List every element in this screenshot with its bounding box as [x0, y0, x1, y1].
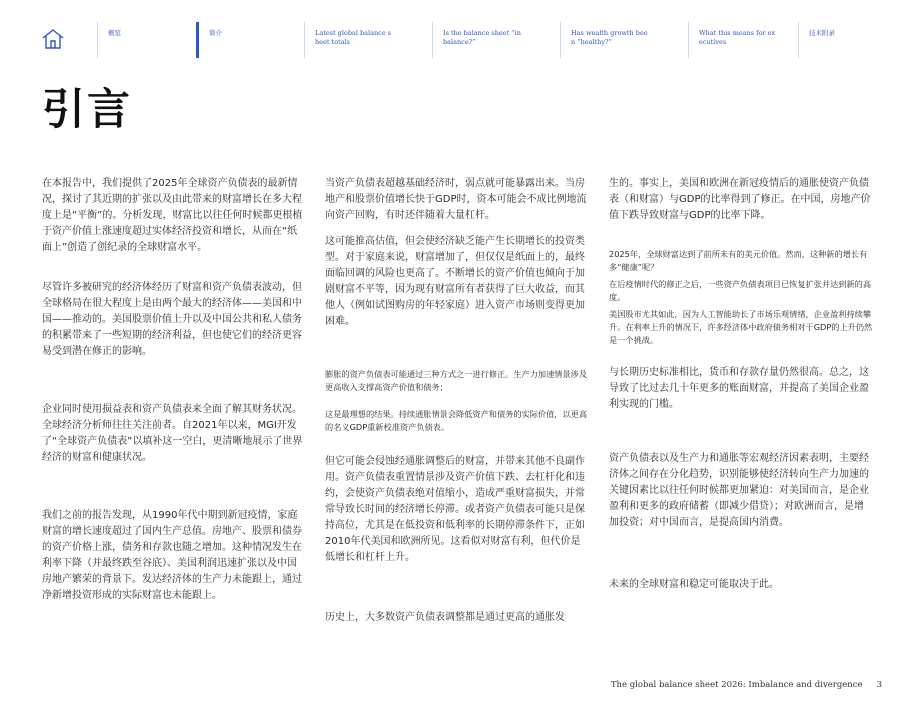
- paragraph: 美国股市尤其如此，因为人工智能助长了市场乐观情绪，企业盈利持续攀升。在利率上升的情况下，许多经济体中政府债务相对于GDP的上升仍然是一个挑战。: [609, 309, 873, 345]
- paragraph: 与长期历史标准相比，货币和存款存量仍然很高。总之，这导致了比过去几十年更多的账面财富，并提高了美国企业盈利实现的门槛。: [609, 367, 869, 410]
- paragraph: 膨胀的资产负债表可能通过三种方式之一进行修正。生产力加速情景涉及更高收入支撑高资产价值和债务；: [325, 369, 588, 392]
- paragraph: 我们之前的报告发现，从1990年代中期到新冠疫情，家庭财富的增长速度超过了国内生产总值。房地产、股票和债券的资产价格上涨，债务和存款也随之增加。这种情况发生在利率下降（并最终跌至谷底）、美国利润迅速扩张以及中国房地产繁荣的背景下。发达经济体的生产力未能跟上，通过净新增投资形成的实际财富也未能跟上。: [42, 510, 302, 601]
- paragraph: 在后疫情时代的修正之后，一些资产负债表项目已恢复扩张并达到新的高度。: [609, 279, 872, 302]
- nav-tab-in-balance[interactable]: [432, 22, 560, 58]
- paragraph: 2025年，全球财富达到了前所未有的美元价值。然而，这种新的增长有多“健康”呢？: [609, 249, 868, 272]
- nav-tab-executives[interactable]: [688, 22, 798, 58]
- paragraph: 在本报告中，我们提供了2025年全球资产负债表的最新情况，探讨了其近期的扩张以及由此带来的财富增长在多大程度上是“平衡”的。分析发现，财富比以往任何时候都更根植于资产价值上涨速度超过实体经济投资和增长，从而在“纸面上”创造了创纪录的全球财富水平。: [42, 178, 303, 253]
- report-title: The global balance sheet 2026: Imbalance and divergence: [610, 680, 863, 690]
- nav-tab-label: Is the balance sheet “in balance?”: [443, 29, 521, 46]
- nav-tab-label: Latest global balance sheet totals: [315, 29, 392, 46]
- top-navigation: [0, 0, 920, 62]
- text-column-3: [609, 176, 873, 593]
- text-column-2: [325, 176, 589, 626]
- paragraph: 历史上，大多数资产负债表调整都是通过更高的通胀发: [325, 612, 565, 623]
- nav-tab-label: 技术附录: [809, 29, 835, 37]
- paragraph: 生的。事实上，美国和欧洲在新冠疫情后的通胀使资产负债表（和财富）与GDP的比率得到了修正。在中国，房地产价值下跌导致财富与GDP的比率下降。: [609, 178, 871, 221]
- paragraph: 未来的全球财富和稳定可能取决于此。: [609, 579, 779, 590]
- nav-tab-label: What this means for executives: [699, 29, 776, 46]
- text-column-1: [42, 176, 306, 604]
- nav-tab-appendix[interactable]: [798, 22, 888, 58]
- paragraph: 但它可能会侵蚀经通胀调整后的财富，并带来其他不良副作用。资产负债表重置情景涉及资产价值下跌、去杠杆化和违约，会使资产负债表绝对值缩小，造成严重财富损失，并常常导致长时间的经济增长停滞。或者资产负债表可能只是保持高位，尤其是在低投资和低利率的长期停滞条件下，正如2010年代美国和欧洲所见。这看似对财富有利，但代价是低增长和杠杆上升。: [325, 456, 585, 563]
- paragraph: 资产负债表以及生产力和通胀等宏观经济因素表明，主要经济体之间存在分化趋势，识别能够使经济转向生产力加速的关键因素比以往任何时候都更加紧迫：对美国而言，是企业盈利和更多的政府储蓄（即减少借贷）；对欧洲而言，是增加投资；对中国而言，是提高国内消费。: [609, 453, 869, 528]
- page-title: 引言: [42, 85, 132, 135]
- paragraph: 这是最理想的结果。持续通胀情景会降低资产和债务的实际价值，以更高的名义GDP重新校准资产负债表。: [325, 409, 588, 432]
- nav-tab-introduction[interactable]: [196, 22, 304, 58]
- paragraph: 企业同时使用损益表和资产负债表来全面了解其财务状况。全球经济分析师往往关注前者。自2021年以来，MGI开发了“全球资产负债表”以填补这一空白，更清晰地展示了世界经济的财富和健康状况。: [42, 404, 303, 463]
- home-icon[interactable]: [40, 27, 66, 51]
- nav-tab-label: 概览: [108, 29, 121, 37]
- nav-tab-label: 简介: [209, 29, 222, 37]
- paragraph: 尽管许多被研究的经济体经历了财富和资产负债表波动，但全球格局在很大程度上是由两个最大的经济体——美国和中国——推动的。美国股票价值上升以及中国公共和私人债务的积累带来了一些短期的经济利益，但也使它们的经济更容易受到潜在修正的影响。: [42, 282, 302, 357]
- nav-tab-overview[interactable]: [97, 22, 197, 58]
- page-footer: [611, 680, 882, 690]
- paragraph: 当资产负债表超越基础经济时，弱点就可能暴露出来。当房地产和股票价值增长快于GDP时，资本可能会不成比例地流向资产回购，有时还伴随着大量杠杆。: [325, 178, 587, 221]
- paragraph: 这可能推高估值，但会使经济缺乏能产生长期增长的投资类型。对于家庭来说，财富增加了，但仅仅是纸面上的，最终面临回调的风险也更高了。不断增长的资产价值也倾向于加剧财富不平等，因为现有财富所有者获得了巨大收益，而其他人（例如试图购房的年轻家庭）进入资产市场则变得更加困难。: [325, 236, 585, 327]
- page-number: 3: [876, 680, 882, 690]
- nav-tab-wealth-healthy[interactable]: [560, 22, 688, 58]
- nav-tab-latest-totals[interactable]: [304, 22, 432, 58]
- nav-tab-label: Has wealth growth been “healthy?”: [571, 29, 648, 46]
